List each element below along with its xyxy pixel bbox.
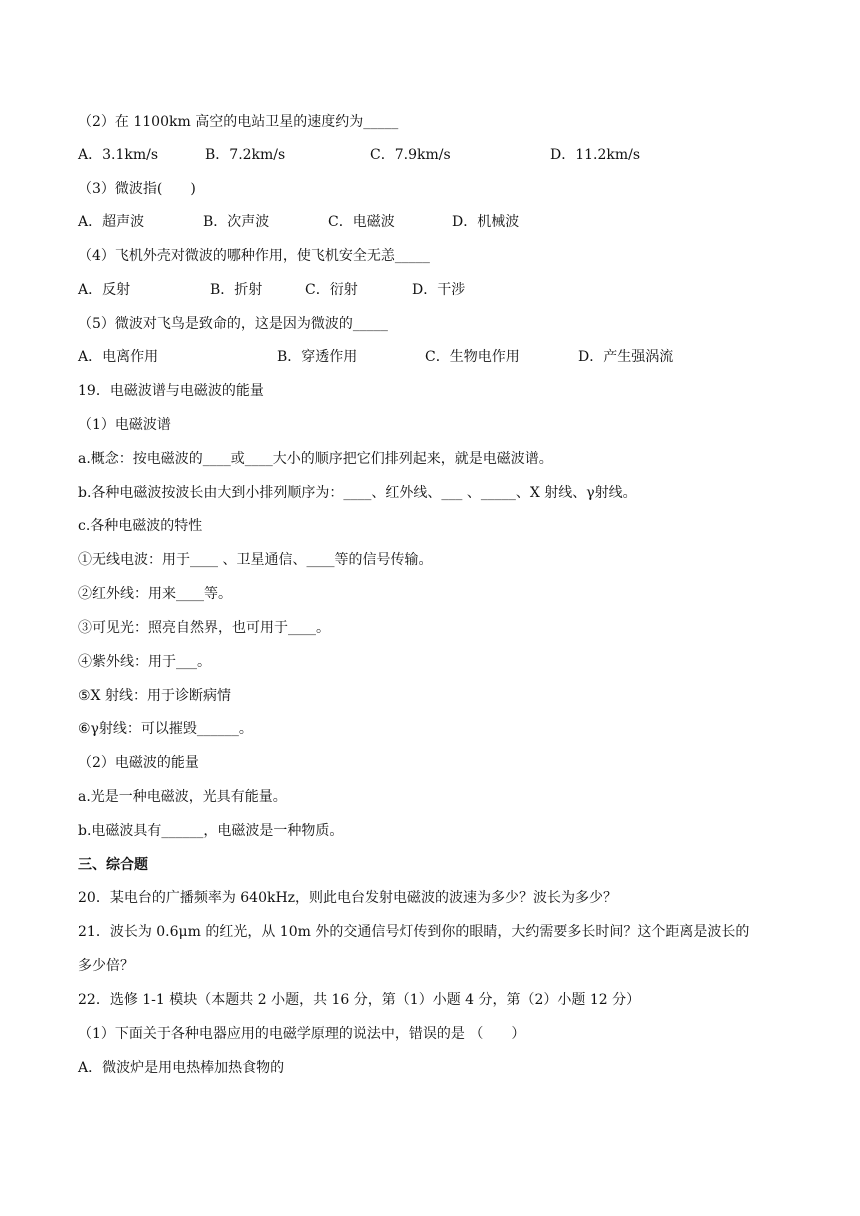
q19-item-radio: ①无线电波：用于____ 、卫星通信、____等的信号传输。 [78, 552, 433, 568]
q18-5-option-d: D．产生强涡流 [578, 349, 674, 365]
q18-3-option-b: B．次声波 [203, 214, 270, 230]
q18-3-stem: （3）微波指( ) [78, 181, 196, 197]
q19-item-gamma: ⑥γ射线：可以摧毁______。 [78, 721, 253, 737]
q18-3-option-c: C．电磁波 [328, 214, 395, 230]
q21-line1: 21．波长为 0.6μm 的红光，从 10m 外的交通信号灯传到你的眼睛，大约需要多长时间？这个距离是波长的 [78, 924, 750, 940]
q19-order: b.各种电磁波按波长由大到小排列顺序为：____、红外线、___ 、_____、X 射线、γ射线。 [78, 485, 637, 501]
q18-5-option-a: A．电离作用 [78, 349, 159, 365]
q19-energy-b: b.电磁波具有______，电磁波是一种物质。 [78, 823, 344, 839]
q19-item-infrared: ②红外线：用来____等。 [78, 586, 232, 602]
q18-2-stem: （2）在 1100km 高空的电站卫星的速度约为_____ [78, 114, 399, 130]
q19-item-xray: ⑤X 射线：用于诊断病情 [78, 688, 231, 704]
q18-2-option-c: C．7.9km/s [370, 147, 451, 163]
q18-4-option-a: A．反射 [78, 282, 131, 298]
q18-2-option-b: B．7.2km/s [205, 147, 286, 163]
q21-line2: 多少倍？ [78, 958, 134, 974]
q22-title: 22．选修 1-1 模块（本题共 2 小题，共 16 分，第（1）小题 4 分，第（2）小题 12 分） [78, 992, 641, 1008]
q22-sub1: （1）下面关于各种电器应用的电磁学原理的说法中，错误的是 （ ） [78, 1026, 526, 1042]
q19-item-visible: ③可见光：照亮自然界，也可用于____。 [78, 620, 330, 636]
q19-title: 19．电磁波谱与电磁波的能量 [78, 383, 264, 399]
q19-concept: a.概念：按电磁波的____或____大小的顺序把它们排列起来，就是电磁波谱。 [78, 451, 553, 467]
q18-5-option-c: C．生物电作用 [425, 349, 520, 365]
q19-energy-a: a.光是一种电磁波，光具有能量。 [78, 789, 287, 805]
q19-properties-title: c.各种电磁波的特性 [78, 518, 203, 534]
q19-part2-title: （2）电磁波的能量 [78, 755, 199, 771]
q18-5-stem: （5）微波对飞鸟是致命的，这是因为微波的_____ [78, 316, 388, 332]
q18-2-option-d: D．11.2km/s [550, 147, 641, 163]
q19-part1-title: （1）电磁波谱 [78, 417, 171, 433]
q18-4-option-d: D．干涉 [412, 282, 466, 298]
q18-2-option-a: A．3.1km/s [78, 147, 159, 163]
q22-option-a: A．微波炉是用电热棒加热食物的 [78, 1060, 285, 1076]
q18-4-stem: （4）飞机外壳对微波的哪种作用，使飞机安全无恙_____ [78, 248, 430, 264]
q18-5-option-b: B．穿透作用 [277, 349, 358, 365]
q20-text: 20．某电台的广播频率为 640kHz，则此电台发射电磁波的波速为多少？波长为多少？ [78, 890, 618, 906]
q18-3-option-a: A．超声波 [78, 214, 145, 230]
q18-4-option-b: B．折射 [210, 282, 263, 298]
section-heading: 三、综合题 [78, 857, 148, 873]
q18-4-option-c: C．衍射 [305, 282, 358, 298]
q18-3-option-d: D．机械波 [452, 214, 520, 230]
q19-item-ultraviolet: ④紫外线：用于___。 [78, 654, 211, 670]
